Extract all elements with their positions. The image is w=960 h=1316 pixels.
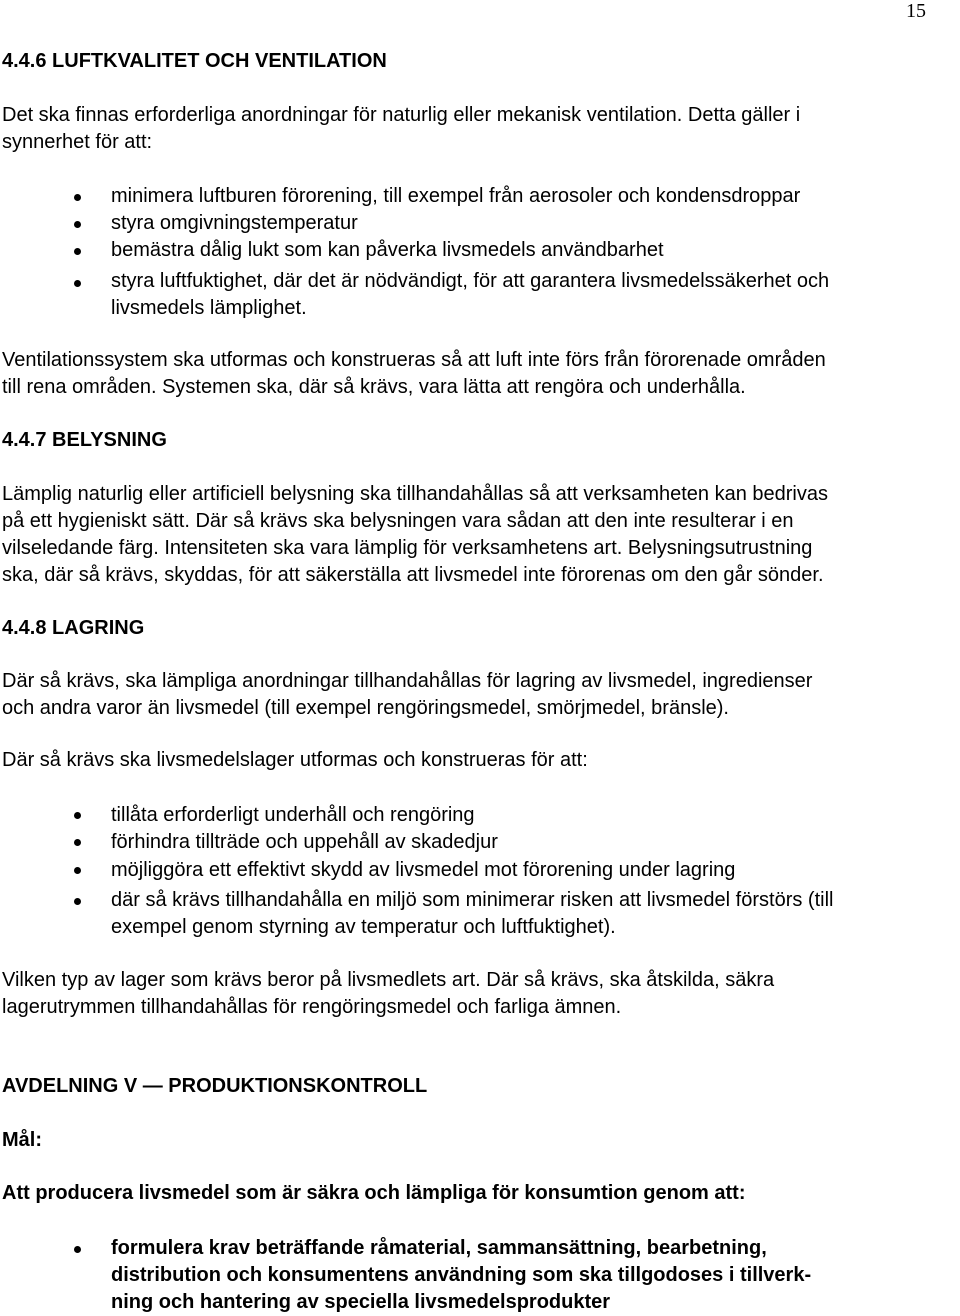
paragraph-line: Vilken typ av lager som krävs beror på livsmedlets art. Där så krävs, ska åtskilda, säkra bbox=[2, 969, 775, 991]
list-item-continuation: distribution och konsumentens användning som ska tillgodoses i tillverk- bbox=[111, 1264, 812, 1286]
paragraph-line: Där så krävs ska livsmedelslager utformas och konstrueras för att: bbox=[2, 749, 588, 771]
goal-label: Mål: bbox=[2, 1129, 42, 1151]
list-item: möjliggöra ett effektivt skydd av livsmedel mot förorening under lagring bbox=[111, 859, 736, 881]
bullet-icon bbox=[74, 812, 81, 819]
paragraph-line: till rena områden. Systemen ska, där så krävs, vara lätta att rengöra och underhålla. bbox=[2, 376, 746, 398]
section-heading-luftkvalitet: 4.4.6 LUFTKVALITET OCH VENTILATION bbox=[2, 50, 387, 72]
list-item-continuation: livsmedels lämplighet. bbox=[111, 297, 307, 319]
list-item: styra omgivningstemperatur bbox=[111, 212, 358, 234]
list-item: där så krävs tillhandahålla en miljö som minimerar risken att livsmedel förstörs (till bbox=[111, 889, 834, 911]
list-item: tillåta erforderligt underhåll och rengöring bbox=[111, 804, 475, 826]
list-item: styra luftfuktighet, där det är nödvändigt, för att garantera livsmedelssäkerhet och bbox=[111, 270, 830, 292]
list-item-continuation: exempel genom styrning av temperatur och luftfuktighet). bbox=[111, 916, 616, 938]
bullet-icon bbox=[74, 280, 81, 287]
list-item: bemästra dålig lukt som kan påverka livsmedels användbarhet bbox=[111, 239, 664, 261]
bullet-icon bbox=[74, 248, 81, 255]
paragraph-line: Där så krävs, ska lämpliga anordningar tillhandahållas för lagring av livsmedel, ingredienser bbox=[2, 670, 813, 692]
paragraph-line: på ett hygieniskt sätt. Där så krävs ska belysningen vara sådan att den inte resulterar i en bbox=[2, 510, 794, 532]
division-heading: AVDELNING V — PRODUKTIONSKONTROLL bbox=[2, 1075, 428, 1097]
paragraph-line: och andra varor än livsmedel (till exempel rengöringsmedel, smörjmedel, bränsle). bbox=[2, 697, 729, 719]
goal-statement: Att producera livsmedel som är säkra och lämpliga för konsumtion genom att: bbox=[2, 1182, 746, 1204]
paragraph-line: synnerhet för att: bbox=[2, 131, 153, 153]
bullet-icon bbox=[74, 194, 81, 201]
list-item: formulera krav beträffande råmaterial, sammansättning, bearbetning, bbox=[111, 1237, 767, 1259]
paragraph-line: Lämplig naturlig eller artificiell belysning ska tillhandahållas så att verksamheten kan bedrivas bbox=[2, 483, 828, 505]
bullet-icon bbox=[74, 839, 81, 846]
page-number: 15 bbox=[906, 0, 926, 22]
section-heading-lagring: 4.4.8 LAGRING bbox=[2, 617, 145, 639]
paragraph-line: lagerutrymmen tillhandahållas för rengöringsmedel och farliga ämnen. bbox=[2, 996, 622, 1018]
bullet-icon bbox=[74, 1246, 81, 1253]
list-item: förhindra tillträde och uppehåll av skadedjur bbox=[111, 831, 498, 853]
list-item-continuation: ning och hantering av speciella livsmedelsprodukter bbox=[111, 1291, 611, 1313]
paragraph-line: Ventilationssystem ska utformas och konstrueras så att luft inte förs från förorenade områden bbox=[2, 349, 826, 371]
list-item: minimera luftburen förorening, till exempel från aerosoler och kondensdroppar bbox=[111, 185, 801, 207]
bullet-icon bbox=[74, 221, 81, 228]
bullet-icon bbox=[74, 867, 81, 874]
section-heading-belysning: 4.4.7 BELYSNING bbox=[2, 429, 167, 451]
paragraph-line: ska, där så krävs, skyddas, för att säkerställa att livsmedel inte förorenas om den går sönder. bbox=[2, 564, 824, 586]
bullet-icon bbox=[74, 898, 81, 905]
paragraph-line: Det ska finnas erforderliga anordningar för naturlig eller mekanisk ventilation. Detta gäller i bbox=[2, 104, 801, 126]
paragraph-line: vilseledande färg. Intensiteten ska vara lämplig för verksamhetens art. Belysningsutrustning bbox=[2, 537, 813, 559]
